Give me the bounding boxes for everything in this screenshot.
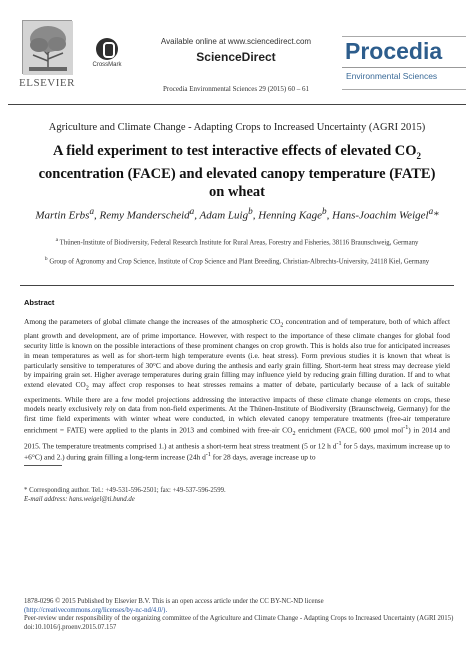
sciencedirect-wordmark: ScienceDirect — [196, 50, 276, 64]
article-footer — [24, 598, 454, 632]
paper-title: A field experiment to test interactive effects of elevated $CO_2$ concentration (FACE) and elevated canopy temperature (FATE) on wheat — [38, 143, 436, 200]
journal-header — [0, 0, 474, 104]
title-part-2: concentration (FACE) and elevated canopy temperature (FATE) on wheat — [38, 165, 436, 200]
journal-citation: Procedia Environmental Sciences 29 (2015) 60 – 61 — [163, 85, 309, 93]
corresponding-author: * Corresponding author. Tel.: +49-531-596-2501; fax: +49-537-596-2599. — [24, 487, 226, 494]
author-list: Martin Erbs$^a$, Remy Manderscheid$^a$, Adam Luig$^b$, Henning Kage$^b$, Hans-Joachim Weigel$^a$* — [35, 206, 439, 222]
peer-review-line: Peer-review under responsibility of the organizing committee of the Agriculture and Climate Change - Adapting Crops to Increased Uncertainty (AGRI 2015) — [24, 615, 454, 623]
affiliation-a: $^a$ Thünen-Institute of Biodiversity, Federal Research Institute for Rural Areas, Forestry and Fisheries, 38116 Braunschweig, Germany — [55, 237, 419, 247]
license-link[interactable]: (http://creativecommons.org/licenses/by-nc-nd/4.0/). — [24, 606, 168, 614]
crossmark-badge[interactable] — [92, 38, 122, 74]
affiliation-b: $^b$ Group of Agronomy and Crop Science, Institute of Crop Science and Plant Breeding, Christian-Albrechts-University, 24118 Kiel, Germany — [44, 256, 430, 266]
elsevier-wordmark: ELSEVIER — [19, 77, 75, 89]
doi-line[interactable]: doi:10.1016/j.proenv.2015.07.157 — [24, 623, 117, 631]
crossmark-icon — [96, 38, 118, 60]
procedia-title: Procedia — [345, 38, 443, 64]
elsevier-logo — [14, 20, 80, 90]
elsevier-tree-icon — [22, 20, 72, 74]
footnote-rule — [24, 465, 62, 466]
procedia-logo — [342, 36, 466, 90]
procedia-subtitle: Environmental Sciences — [342, 67, 466, 81]
title-part-1: A field experiment to test interactive effects of elevated CO — [52, 143, 417, 159]
copyright-line: 1878-0296 © 2015 Published by Elsevier B.V. This is an open access article under the CC BY-NC-ND license — [24, 598, 324, 605]
header-rule — [8, 104, 466, 105]
author-email: E-mail address: hans.weigel@ti.bund.de — [24, 496, 135, 503]
abstract-heading: Abstract — [24, 298, 55, 307]
crossmark-label: CrossMark — [92, 62, 122, 68]
abstract-top-rule — [20, 285, 454, 286]
conference-name: Agriculture and Climate Change - Adapting Crops to Increased Uncertainty (AGRI 2015) — [48, 122, 426, 133]
abstract-body: Among the parameters of global climate change the increases of the atmospheric $CO_2$ concentration and of temperature, both of which affect plant growth and development, are of prime importance. However, with respect to the importance of these climate changes for global food security little is known on the possible interactions of these prominent changes on crop growth. This is holds also true for anticipated increases in mean temperatures as well as for short-term high temperature events (i.e. heat stress). Form previous studies it is known that wheat is particularly sensitive to temperatures of 30°C and above during the anthesis and early grain filling. Short-term heat stress may decrease yield by impairing grain set. Higher average temperatures during grain filling may influence yield by reducing grain filling duration. If and to what extend elevated $CO_2$ may affect crop responses to heat stresses remains a matter of debate, particularly because of a lack of suitable experiments. While there are a few model projections addressing the interactive impacts of these climate change elements on crops, these models nearly exclusively rely on data from non-field experiments. At the Thünen-Institute of Biodiversity (Braunschweig, Germany) for the first time field experiments with winter wheat were conducted, in which elevated canopy temperature treatments (free-air temperature enrichment = FATE) were applied to the plants in 2013 and combined with free-air $CO_2$ enrichment (FACE, 600 µmol mol$^{-1}$) in 2014 and 2015. The temperature treatments comprised 1.) at anthesis a short-term heat stress treatment (5 or 12 h $d^{-1}$ for 5 days, maximum increase up to +6°C) and 2.) during grain filling a long-term increase (24h $d^{-1}$ for 28 days, average increase up to — [24, 317, 451, 462]
available-online-text: Available online at www.sciencedirect.com — [160, 37, 312, 46]
